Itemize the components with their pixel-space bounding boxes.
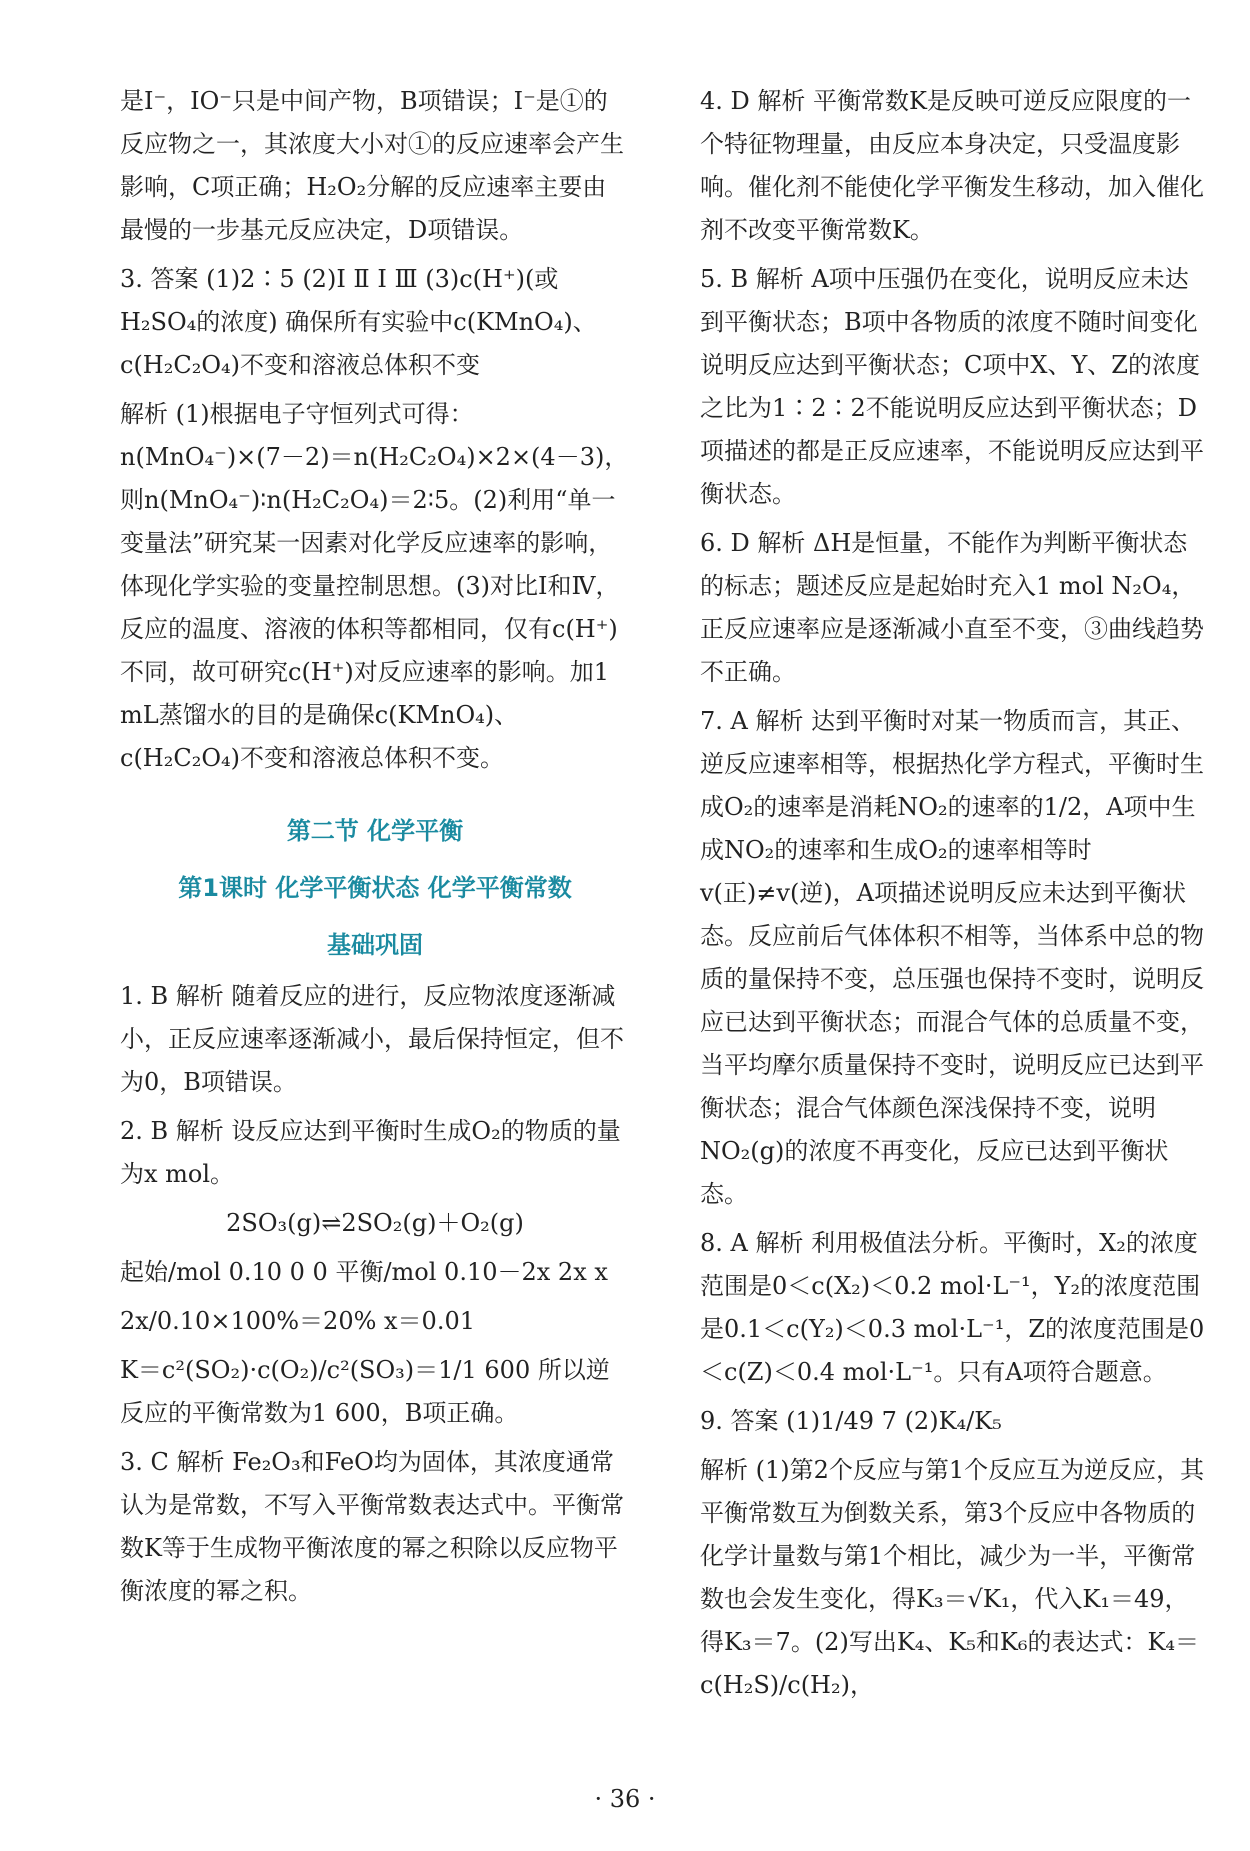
page-number: · 36 ·	[594, 1785, 656, 1813]
paragraph: 5. B 解析 A项中压强仍在变化，说明反应未达到平衡状态；B项中各物质的浓度不随时间变化说明反应达到平衡状态；C项中X、Y、Z的浓度之比为1∶2∶2不能说明反应达到平衡状态；D项描述的都是正反应速率，不能说明反应达到平衡状态。	[700, 265, 1204, 508]
paragraph: 解析 (1)根据电子守恒列式可得：n(MnO₄⁻)×(7－2)＝n(H₂C₂O₄)×2×(4－3)，则n(MnO₄⁻)∶n(H₂C₂O₄)＝2∶5。(2)利用“单一变量法”研究某一因素对化学反应速率的影响，体现化学实验的变量控制思想。(3)对比Ⅰ和Ⅳ，反应的温度、溶液的体积等都相同，仅有c(H⁺)不同，故可研究c(H⁺)对反应速率的影响。加1 mL蒸馏水的目的是确保c(KMnO₄)、c(H₂C₂O₄)不变和溶液总体积不变。	[120, 400, 629, 772]
paragraph: 2. B 解析 设反应达到平衡时生成O₂的物质的量为x mol。	[120, 1117, 621, 1188]
paragraph: 4. D 解析 平衡常数K是反映可逆反应限度的一个特征物理量，由反应本身决定，只受温度影响。催化剂不能使化学平衡发生移动，加入催化剂不改变平衡常数K。	[700, 87, 1204, 244]
paragraph: 解析 (1)第2个反应与第1个反应互为逆反应，其平衡常数互为倒数关系，第3个反应中各物质的化学计量数与第1个相比，减少为一半，平衡常数也会发生变化，得K₃＝√K₁，代入K₁＝49，得K₃＝7。(2)写出K₄、K₅和K₆的表达式：K₄＝c(H₂S)/c(H₂)，	[700, 1456, 1205, 1699]
left-column	[120, 80, 630, 1619]
paragraph: 3. 答案 (1)2∶5 (2)Ⅰ Ⅱ Ⅰ Ⅲ (3)c(H⁺)(或H₂SO₄的浓度) 确保所有实验中c(KMnO₄)、c(H₂C₂O₄)不变和溶液总体积不变	[120, 265, 597, 379]
paragraph: 9. 答案 (1)1/49 7 (2)K₄/K₅	[700, 1407, 1002, 1435]
paragraph: 6. D 解析 ΔH是恒量，不能作为判断平衡状态的标志；题述反应是起始时充入1 mol N₂O₄，正反应速率应是逐渐减小直至不变，③曲线趋势不正确。	[700, 529, 1204, 686]
lesson-title: 第1课时 化学平衡状态 化学平衡常数	[178, 874, 572, 902]
table-row: 起始/mol 0.10 0 0 平衡/mol 0.10－2x 2x x	[120, 1258, 608, 1286]
paragraph: 3. C 解析 Fe₂O₃和FeO均为固体，其浓度通常认为是常数，不写入平衡常数表达式中。平衡常数K等于生成物平衡浓度的幂之积除以反应物平衡浓度的幂之积。	[120, 1448, 624, 1605]
section-title: 第二节 化学平衡	[286, 817, 464, 845]
paragraph: 是I⁻，IO⁻只是中间产物，B项错误；I⁻是①的反应物之一，其浓度大小对①的反应速率会产生影响，C项正确；H₂O₂分解的反应速率主要由最慢的一步基元反应决定，D项错误。	[120, 87, 624, 244]
paragraph: 7. A 解析 达到平衡时对某一物质而言，其正、逆反应速率相等，根据热化学方程式，平衡时生成O₂的速率是消耗NO₂的速率的1/2，A项中生成NO₂的速率和生成O₂的速率相等时v(正)≠v(逆)，A项描述说明反应未达到平衡状态。反应前后气体体积不相等，当体系中总的物质的量保持不变，总压强也保持不变时，说明反应已达到平衡状态；而混合气体的总质量不变，当平均摩尔质量保持不变时，说明反应已达到平衡状态；混合气体颜色深浅保持不变，说明NO₂(g)的浓度不再变化，反应已达到平衡状态。	[700, 707, 1204, 1208]
equation: 2SO₃(g)⇌2SO₂(g)＋O₂(g)	[226, 1209, 524, 1237]
basics-heading: 基础巩固	[327, 931, 423, 959]
right-column	[700, 80, 1210, 1713]
equation: K＝c²(SO₂)·c(O₂)/c²(SO₃)＝1/1 600 所以逆反应的平衡常数为1 600，B项正确。	[120, 1356, 610, 1427]
equation: 2x/0.10×100%＝20% x＝0.01	[120, 1307, 475, 1335]
paragraph: 8. A 解析 利用极值法分析。平衡时，X₂的浓度范围是0＜c(X₂)＜0.2 mol·L⁻¹，Y₂的浓度范围是0.1＜c(Y₂)＜0.3 mol·L⁻¹，Z的浓度范围是0＜c(Z)＜0.4 mol·L⁻¹。只有A项符合题意。	[700, 1229, 1205, 1386]
paragraph: 1. B 解析 随着反应的进行，反应物浓度逐渐减小，正反应速率逐渐减小，最后保持恒定，但不为0，B项错误。	[120, 982, 624, 1096]
